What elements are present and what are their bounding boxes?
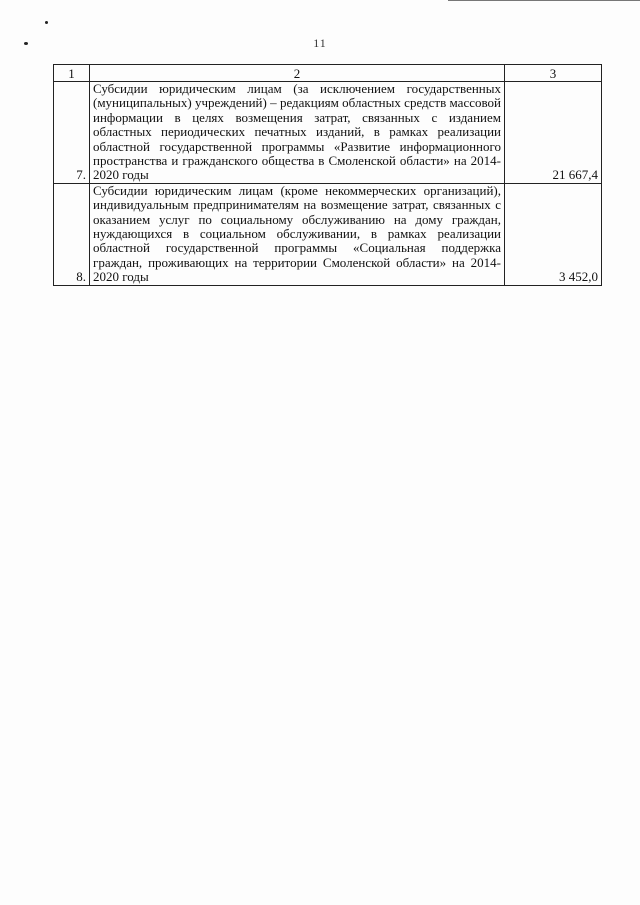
subsidy-table [53,64,602,286]
column-header-1: 1 [54,65,90,82]
column-header-2: 2 [90,65,505,82]
row-number: 7. [54,82,90,184]
table-header-row [54,65,602,82]
column-header-3: 3 [505,65,602,82]
row-number: 8. [54,183,90,285]
table-row [54,82,602,184]
row-description: Субсидии юридическим лицам (кроме некоммерческих организаций), индивидуальным предпринимателям на возмещение затрат, связанных с оказанием услуг по социальному обслуживанию на дому граждан, нуждающихся в социальном обслуживании, в рамках реализации областной государственной программы «Социальная поддержка граждан, проживающих на территории Смоленской области» на 2014-2020 годы [90,183,505,285]
row-description: Субсидии юридическим лицам (за исключением государственных (муниципальных) учреждений) – редакциям областных средств массовой информации в целях возмещения затрат, связанных с изданием областных периодических печатных изданий, в рамках реализации областной государственной программы «Развитие информационного пространства и гражданского общества в Смоленской области» на 2014-2020 годы [90,82,505,184]
row-amount: 21 667,4 [505,82,602,184]
table-row [54,183,602,285]
page-number: 11 [313,36,327,50]
scan-edge-line [448,0,640,1]
scan-speck [45,21,48,24]
row-amount: 3 452,0 [505,183,602,285]
